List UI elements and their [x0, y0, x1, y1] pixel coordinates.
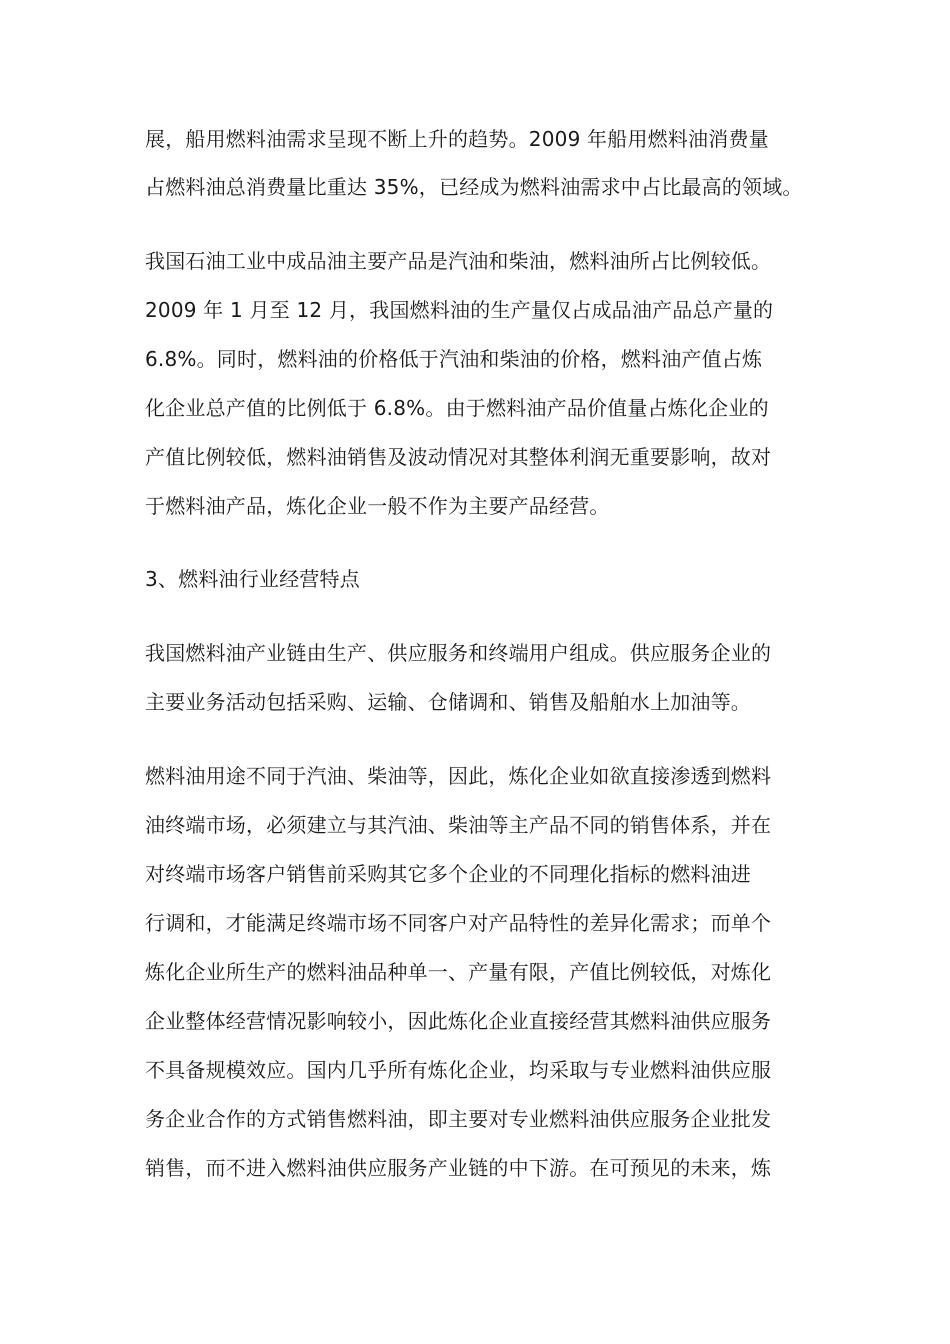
text-line: 炼化企业所生产的燃料油品种单一、产量有限，产值比例较低，对炼化: [145, 960, 772, 984]
text-line: 化企业总产值的比例低于 6.8%。由于燃料油产品价值量占炼化企业的: [145, 396, 769, 420]
text-line: 于燃料油产品，炼化企业一般不作为主要产品经营。: [145, 494, 610, 518]
text-line: 产值比例较低，燃料油销售及波动情况对其整体利润无重要影响，故对: [145, 445, 772, 469]
section-heading: 3、燃料油行业经营特点: [145, 567, 360, 591]
text-line: 行调和，才能满足终端市场不同客户对产品特性的差异化需求；而单个: [145, 911, 772, 935]
text-line: 油终端市场，必须建立与其汽油、柴油等主产品不同的销售体系，并在: [145, 813, 772, 837]
text-line: 不具备规模效应。国内几乎所有炼化企业，均采取与专业燃料油供应服: [145, 1058, 772, 1082]
text-line: 我国石油工业中成品油主要产品是汽油和柴油，燃料油所占比例较低。: [145, 249, 772, 273]
text-line: 务企业合作的方式销售燃料油，即主要对专业燃料油供应服务企业批发: [145, 1107, 772, 1131]
text-line: 企业整体经营情况影响较小，因此炼化企业直接经营其燃料油供应服务: [145, 1009, 772, 1033]
text-line: 我国燃料油产业链由生产、供应服务和终端用户组成。供应服务企业的: [145, 641, 772, 665]
text-line: 销售，而不进入燃料油供应服务产业链的中下游。在可预见的未来，炼: [145, 1156, 772, 1180]
text-line: 2009 年 1 月至 12 月，我国燃料油的生产量仅占成品油产品总产量的: [145, 298, 774, 322]
text-line: 燃料油用途不同于汽油、柴油等，因此，炼化企业如欲直接渗透到燃料: [145, 764, 772, 788]
text-line: 占燃料油总消费量比重达 35%，已经成为燃料油需求中占比最高的领域。: [145, 175, 803, 199]
text-line: 主要业务活动包括采购、运输、仓储调和、销售及船舶水上加油等。: [145, 690, 751, 714]
text-line: 6.8%。同时，燃料油的价格低于汽油和柴油的价格，燃料油产值占炼: [145, 347, 763, 371]
text-line: 对终端市场客户销售前采购其它多个企业的不同理化指标的燃料油进: [145, 862, 751, 886]
text-line: 展，船用燃料油需求呈现不断上升的趋势。2009 年船用燃料油消费量: [145, 127, 769, 151]
